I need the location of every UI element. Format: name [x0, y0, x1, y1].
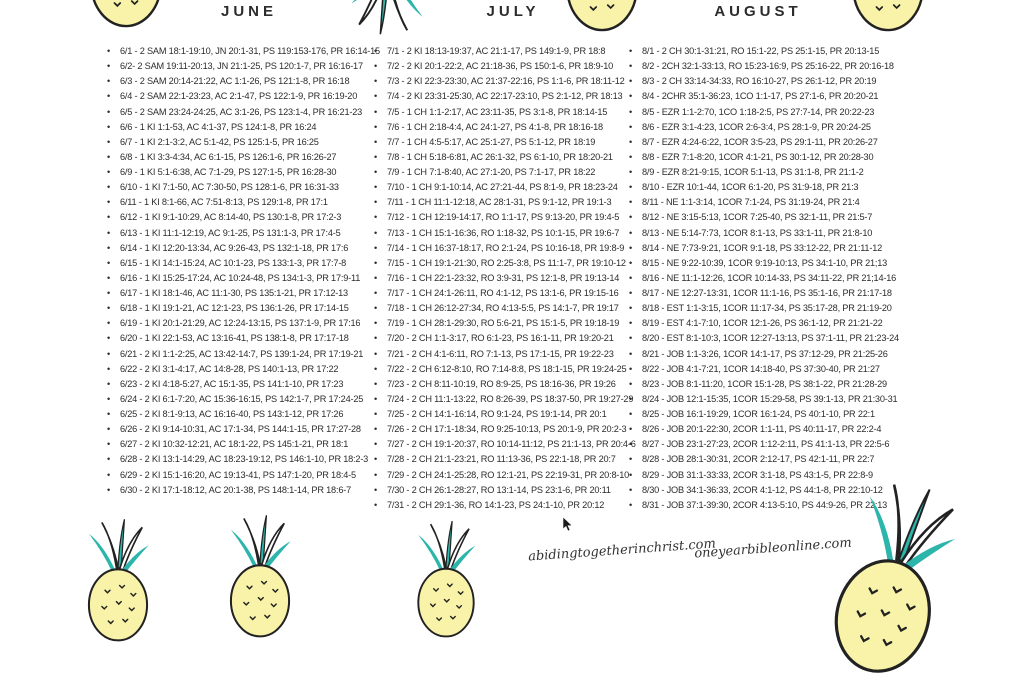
month-column-june — [107, 44, 387, 498]
reading-item: • 8/24 - JOB 12:1-15:35, 1COR 15:29-58, PS 39:1-13, PR 21:30-31 — [629, 392, 959, 407]
reading-item: • 6/24 - 2 KI 6:1-7:20, AC 15:36-16:15, PS 142:1-7, PR 17:24-25 — [107, 392, 387, 407]
reading-item: • 6/29 - 2 KI 15:1-16:20, AC 19:13-41, PS 147:1-20, PR 18:4-5 — [107, 468, 387, 483]
month-column-august — [629, 44, 959, 513]
reading-item: • 6/14 - 1 KI 12:20-13:34, AC 9:26-43, PS 132:1-18, PR 17:6 — [107, 241, 387, 256]
pineapple-icon — [218, 512, 302, 638]
pineapple-icon — [838, 0, 938, 32]
reading-item: • 8/9 - EZR 8:21-9:15, 1COR 5:1-13, PS 31:1-8, PR 21:1-2 — [629, 165, 959, 180]
pineapple-icon — [338, 0, 438, 38]
reading-item: • 6/12 - 1 KI 9:1-10:29, AC 8:14-40, PS 130:1-8, PR 17:2-3 — [107, 210, 387, 225]
reading-item: • 6/25 - 2 KI 8:1-9:13, AC 16:16-40, PS 143:1-12, PR 17:26 — [107, 407, 387, 422]
reading-item: • 8/5 - EZR 1:1-2:70, 1CO 1:18-2:5, PS 27:7-14, PR 20:22-23 — [629, 105, 959, 120]
reading-item: • 6/7 - 1 KI 2:1-3:2, AC 5:1-42, PS 125:1-5, PR 16:25 — [107, 135, 387, 150]
reading-item: • 8/13 - NE 5:14-7:73, 1COR 8:1-13, PS 33:1-11, PR 21:8-10 — [629, 226, 959, 241]
reading-item: • 6/2- 2 SAM 19:11-20:13, JN 21:1-25, PS 120:1-7, PR 16:16-17 — [107, 59, 387, 74]
reading-item: • 6/21 - 2 KI 1:1-2:25, AC 13:42-14:7, PS 139:1-24, PR 17:19-21 — [107, 347, 387, 362]
reading-item: • 8/27 - JOB 23:1-27:23, 2COR 1:12-2:11, PS 41:1-13, PR 22:5-6 — [629, 437, 959, 452]
reading-item: • 6/5 - 2 SAM 23:24-24:25, AC 3:1-26, PS 123:1-4, PR 16:21-23 — [107, 105, 387, 120]
pineapple-icon — [406, 518, 486, 638]
month-title-june: JUNE — [220, 3, 278, 20]
reading-item: • 8/14 - NE 7:73-9:21, 1COR 9:1-18, PS 33:12-22, PR 21:11-12 — [629, 241, 959, 256]
reading-item: • 8/22 - JOB 4:1-7:21, 1COR 14:18-40, PS 37:30-40, PR 21:27 — [629, 362, 959, 377]
reading-item: • 7/13 - 1 CH 15:1-16:36, RO 1:18-32, PS 10:1-15, PR 19:6-7 — [374, 226, 636, 241]
reading-item: • 8/1 - 2 CH 30:1-31:21, RO 15:1-22, PS 25:1-15, PR 20:13-15 — [629, 44, 959, 59]
reading-item: • 6/18 - 1 KI 19:1-21, AC 12:1-23, PS 136:1-26, PR 17:14-15 — [107, 301, 387, 316]
reading-item: • 7/27 - 2 CH 19:1-20:37, RO 10:14-11:12, PS 21:1-13, PR 20:4-6 — [374, 437, 636, 452]
reading-item: • 8/20 - EST 8:1-10:3, 1COR 12:27-13:13, PS 37:1-11, PR 21:23-24 — [629, 331, 959, 346]
footer-site-oneyearbibleonline: oneyearbibleonline.com — [693, 535, 853, 562]
reading-item: • 7/16 - 1 CH 22:1-23:32, RO 3:9-31, PS 12:1-8, PR 19:13-14 — [374, 271, 636, 286]
reading-item: • 6/16 - 1 KI 15:25-17:24, AC 10:24-48, PS 134:1-3, PR 17:9-11 — [107, 271, 387, 286]
reading-item: • 7/2 - 2 KI 20:1-22:2, AC 21:18-36, PS 150:1-6, PR 18:9-10 — [374, 59, 636, 74]
reading-item: • 6/28 - 2 KI 13:1-14:29, AC 18:23-19:12, PS 146:1-10, PR 18:2-3 — [107, 452, 387, 467]
reading-item: • 8/26 - JOB 20:1-22:30, 2COR 1:1-11, PS 40:11-17, PR 22:2-4 — [629, 422, 959, 437]
reading-item: • 6/8 - 1 KI 3:3-4:34, AC 6:1-15, PS 126:1-6, PR 16:26-27 — [107, 150, 387, 165]
reading-item: • 7/26 - 2 CH 17:1-18:34, RO 9:25-10:13, PS 20:1-9, PR 20:2-3 — [374, 422, 636, 437]
pineapple-icon — [76, 0, 176, 28]
reading-item: • 7/3 - 2 KI 22:3-23:30, AC 21:37-22:16, PS 1:1-6, PR 18:11-12 — [374, 74, 636, 89]
reading-item: • 7/28 - 2 CH 21:1-23:21, RO 11:13-36, PS 22:1-18, PR 20:7 — [374, 452, 636, 467]
reading-item: • 8/15 - NE 9:22-10:39, 1COR 9:19-10:13, PS 34:1-10, PR 21;13 — [629, 256, 959, 271]
reading-item: • 7/4 - 2 KI 23:31-25:30, AC 22:17-23:10, PS 2:1-12, PR 18:13 — [374, 89, 636, 104]
readings-list-august — [629, 44, 959, 513]
reading-item: • 6/15 - 1 KI 14:1-15:24, AC 10:1-23, PS 133:1-3, PR 17:7-8 — [107, 256, 387, 271]
reading-item: • 7/15 - 1 CH 19:1-21:30, RO 2:25-3:8, PS 11:1-7, PR 19:10-12 — [374, 256, 636, 271]
reading-item: • 6/10 - 1 KI 7:1-50, AC 7:30-50, PS 128:1-6, PR 16:31-33 — [107, 180, 387, 195]
reading-item: • 7/14 - 1 CH 16:37-18:17, RO 2:1-24, PS 10:16-18, PR 19:8-9 — [374, 241, 636, 256]
readings-list-june — [107, 44, 387, 498]
reading-item: • 7/30 - 2 CH 26:1-28:27, RO 13:1-14, PS 23:1-6, PR 20:11 — [374, 483, 636, 498]
reading-item: • 6/6 - 1 KI 1:1-53, AC 4:1-37, PS 124:1-8, PR 16:24 — [107, 120, 387, 135]
reading-item: • 8/10 - EZR 10:1-44, 1COR 6:1-20, PS 31:9-18, PR 21:3 — [629, 180, 959, 195]
reading-item: • 7/5 - 1 CH 1:1-2:17, AC 23:11-35, PS 3:1-8, PR 18:14-15 — [374, 105, 636, 120]
reading-item: • 6/22 - 2 KI 3:1-4:17, AC 14:8-28, PS 140:1-13, PR 17:22 — [107, 362, 387, 377]
reading-item: • 8/18 - EST 1:1-3:15, 1COR 11:17-34, PS 35:17-28, PR 21:19-20 — [629, 301, 959, 316]
reading-item: • 8/2 - 2CH 32:1-33:13, RO 15:23-16:9, PS 25:16-22, PR 20:16-18 — [629, 59, 959, 74]
reading-item: • 7/6 - 1 CH 2:18-4:4, AC 24:1-27, PS 4:1-8, PR 18:16-18 — [374, 120, 636, 135]
reading-item: • 7/11 - 1 CH 11:1-12:18, AC 28:1-31, PS 9:1-12, PR 19:1-3 — [374, 195, 636, 210]
reading-item: • 7/25 - 2 CH 14:1-16:14, RO 9:1-24, PS 19:1-14, PR 20:1 — [374, 407, 636, 422]
mouse-cursor — [563, 517, 574, 532]
reading-item: • 7/24 - 2 CH 11:1-13:22, RO 8:26-39, PS 18:37-50, PR 19:27-29 — [374, 392, 636, 407]
reading-item: • 7/10 - 1 CH 9:1-10:14, AC 27:21-44, PS 8:1-9, PR 18:23-24 — [374, 180, 636, 195]
reading-item: • 7/17 - 1 CH 24:1-26:11, RO 4:1-12, PS 13:1-6, PR 19:15-16 — [374, 286, 636, 301]
reading-item: • 8/29 - JOB 31:1-33:33, 2COR 3:1-18, PS 43:1-5, PR 22:8-9 — [629, 468, 959, 483]
pineapple-icon — [76, 516, 160, 642]
reading-item: • 8/11 - NE 1:1-3:14, 1COR 7:1-24, PS 31:19-24, PR 21:4 — [629, 195, 959, 210]
reading-item: • 6/1 - 2 SAM 18:1-19:10, JN 20:1-31, PS 119:153-176, PR 16:14-15 — [107, 44, 387, 59]
reading-item: • 8/21 - JOB 1:1-3:26, 1COR 14:1-17, PS 37:12-29, PR 21:25-26 — [629, 347, 959, 362]
month-title-august: AUGUST — [714, 3, 802, 20]
reading-item: • 6/9 - 1 KI 5:1-6:38, AC 7:1-29, PS 127:1-5, PR 16:28-30 — [107, 165, 387, 180]
reading-item: • 6/4 - 2 SAM 22:1-23:23, AC 2:1-47, PS 122:1-9, PR 16:19-20 — [107, 89, 387, 104]
reading-item: • 7/29 - 2 CH 24:1-25:28, RO 12:1-21, PS 22:19-31, PR 20:8-10 — [374, 468, 636, 483]
reading-item: • 6/30 - 2 KI 17:1-18:12, AC 20:1-38, PS 148:1-14, PR 18:6-7 — [107, 483, 387, 498]
month-title-july: JULY — [486, 3, 540, 20]
reading-item: • 8/6 - EZR 3:1-4:23, 1COR 2:6-3:4, PS 28:1-9, PR 20:24-25 — [629, 120, 959, 135]
reading-item: • 7/19 - 1 CH 28:1-29:30, RO 5:6-21, PS 15:1-5, PR 19:18-19 — [374, 316, 636, 331]
reading-item: • 6/11 - 1 KI 8:1-66, AC 7:51-8:13, PS 129:1-8, PR 17:1 — [107, 195, 387, 210]
reading-item: • 7/21 - 2 CH 4:1-6:11, RO 7:1-13, PS 17:1-15, PR 19:22-23 — [374, 347, 636, 362]
reading-item: • 8/16 - NE 11:1-12:26, 1COR 10:14-33, PS 34:11-22, PR 21;14-16 — [629, 271, 959, 286]
reading-item: • 6/17 - 1 KI 18:1-46, AC 11:1-30, PS 135:1-21, PR 17:12-13 — [107, 286, 387, 301]
reading-item: • 6/19 - 1 KI 20:1-21:29, AC 12:24-13:15, PS 137:1-9, PR 17:16 — [107, 316, 387, 331]
reading-item: • 8/19 - EST 4:1-7:10, 1COR 12:1-26, PS 36:1-12, PR 21:21-22 — [629, 316, 959, 331]
reading-item: • 8/4 - 2CHR 35:1-36:23, 1CO 1:1-17, PS 27:1-6, PR 20:20-21 — [629, 89, 959, 104]
reading-item: • 7/8 - 1 CH 5:18-6:81, AC 26:1-32, PS 6:1-10, PR 18:20-21 — [374, 150, 636, 165]
reading-item: • 7/31 - 2 CH 29:1-36, RO 14:1-23, PS 24:1-10, PR 20:12 — [374, 498, 636, 513]
reading-item: • 6/20 - 1 KI 22:1-53, AC 13:16-41, PS 138:1-8, PR 17:17-18 — [107, 331, 387, 346]
reading-item: • 8/8 - EZR 7:1-8:20, 1COR 4:1-21, PS 30:1-12, PR 20:28-30 — [629, 150, 959, 165]
reading-item: • 7/18 - 1 CH 26:12-27:34, RO 4:13-5:5, PS 14:1-7, PR 19:17 — [374, 301, 636, 316]
reading-item: • 6/27 - 2 KI 10:32-12:21, AC 18:1-22, PS 145:1-21, PR 18:1 — [107, 437, 387, 452]
month-column-july — [374, 44, 636, 513]
reading-item: • 7/20 - 2 CH 1:1-3:17, RO 6:1-23, PS 16:1-11, PR 19:20-21 — [374, 331, 636, 346]
reading-item: • 8/31 - JOB 37:1-39:30, 2COR 4:13-5:10, PS 44:9-26, PR 22:13 — [629, 498, 959, 513]
reading-item: • 6/3 - 2 SAM 20:14-21:22, AC 1:1-26, PS 121:1-8, PR 16:18 — [107, 74, 387, 89]
reading-item: • 8/28 - JOB 28:1-30:31, 2COR 2:12-17, PS 42:1-11, PR 22:7 — [629, 452, 959, 467]
readings-list-july — [374, 44, 636, 513]
reading-item: • 7/1 - 2 KI 18:13-19:37, AC 21:1-17, PS 149:1-9, PR 18:8 — [374, 44, 636, 59]
reading-item: • 8/30 - JOB 34:1-36:33, 2COR 4:1-12, PS 44:1-8, PR 22:10-12 — [629, 483, 959, 498]
reading-item: • 8/12 - NE 3:15-5:13, 1COR 7:25-40, PS 32:1-11, PR 21:5-7 — [629, 210, 959, 225]
footer-site-abidingtogetherinchrist: abidingtogetherinchrist.com — [527, 536, 717, 565]
reading-item: • 8/7 - EZR 4:24-6:22, 1COR 3:5-23, PS 29:1-11, PR 20:26-27 — [629, 135, 959, 150]
reading-item: • 7/9 - 1 CH 7:1-8:40, AC 27:1-20, PS 7:1-17, PR 18:22 — [374, 165, 636, 180]
reading-item: • 7/23 - 2 CH 8:11-10:19, RO 8:9-25, PS 18:16-36, PR 19:26 — [374, 377, 636, 392]
reading-item: • 6/26 - 2 KI 9:14-10:31, AC 17:1-34, PS 144:1-15, PR 17:27-28 — [107, 422, 387, 437]
reading-item: • 7/22 - 2 CH 6:12-8:10, RO 7:14-8:8, PS 18:1-15, PR 19:24-25 — [374, 362, 636, 377]
reading-item: • 8/3 - 2 CH 33:14-34:33, RO 16:10-27, PS 26:1-12, PR 20:19 — [629, 74, 959, 89]
reading-item: • 6/23 - 2 KI 4:18-5:27, AC 15:1-35, PS 141:1-10, PR 17:23 — [107, 377, 387, 392]
reading-item: • 8/17 - NE 12:27-13:31, 1COR 11:1-16, PS 35:1-16, PR 21:17-18 — [629, 286, 959, 301]
reading-item: • 7/7 - 1 CH 4:5-5:17, AC 25:1-27, PS 5:1-12, PR 18:19 — [374, 135, 636, 150]
reading-item: • 8/23 - JOB 8:1-11:20, 1COR 15:1-28, PS 38:1-22, PR 21:28-29 — [629, 377, 959, 392]
reading-item: • 6/13 - 1 KI 11:1-12:19, AC 9:1-25, PS 131:1-3, PR 17:4-5 — [107, 226, 387, 241]
pineapple-icon — [552, 0, 652, 32]
reading-item: • 8/25 - JOB 16:1-19:29, 1COR 16:1-24, PS 40:1-10, PR 22:1 — [629, 407, 959, 422]
reading-item: • 7/12 - 1 CH 12:19-14:17, RO 1:1-17, PS 9:13-20, PR 19:4-5 — [374, 210, 636, 225]
